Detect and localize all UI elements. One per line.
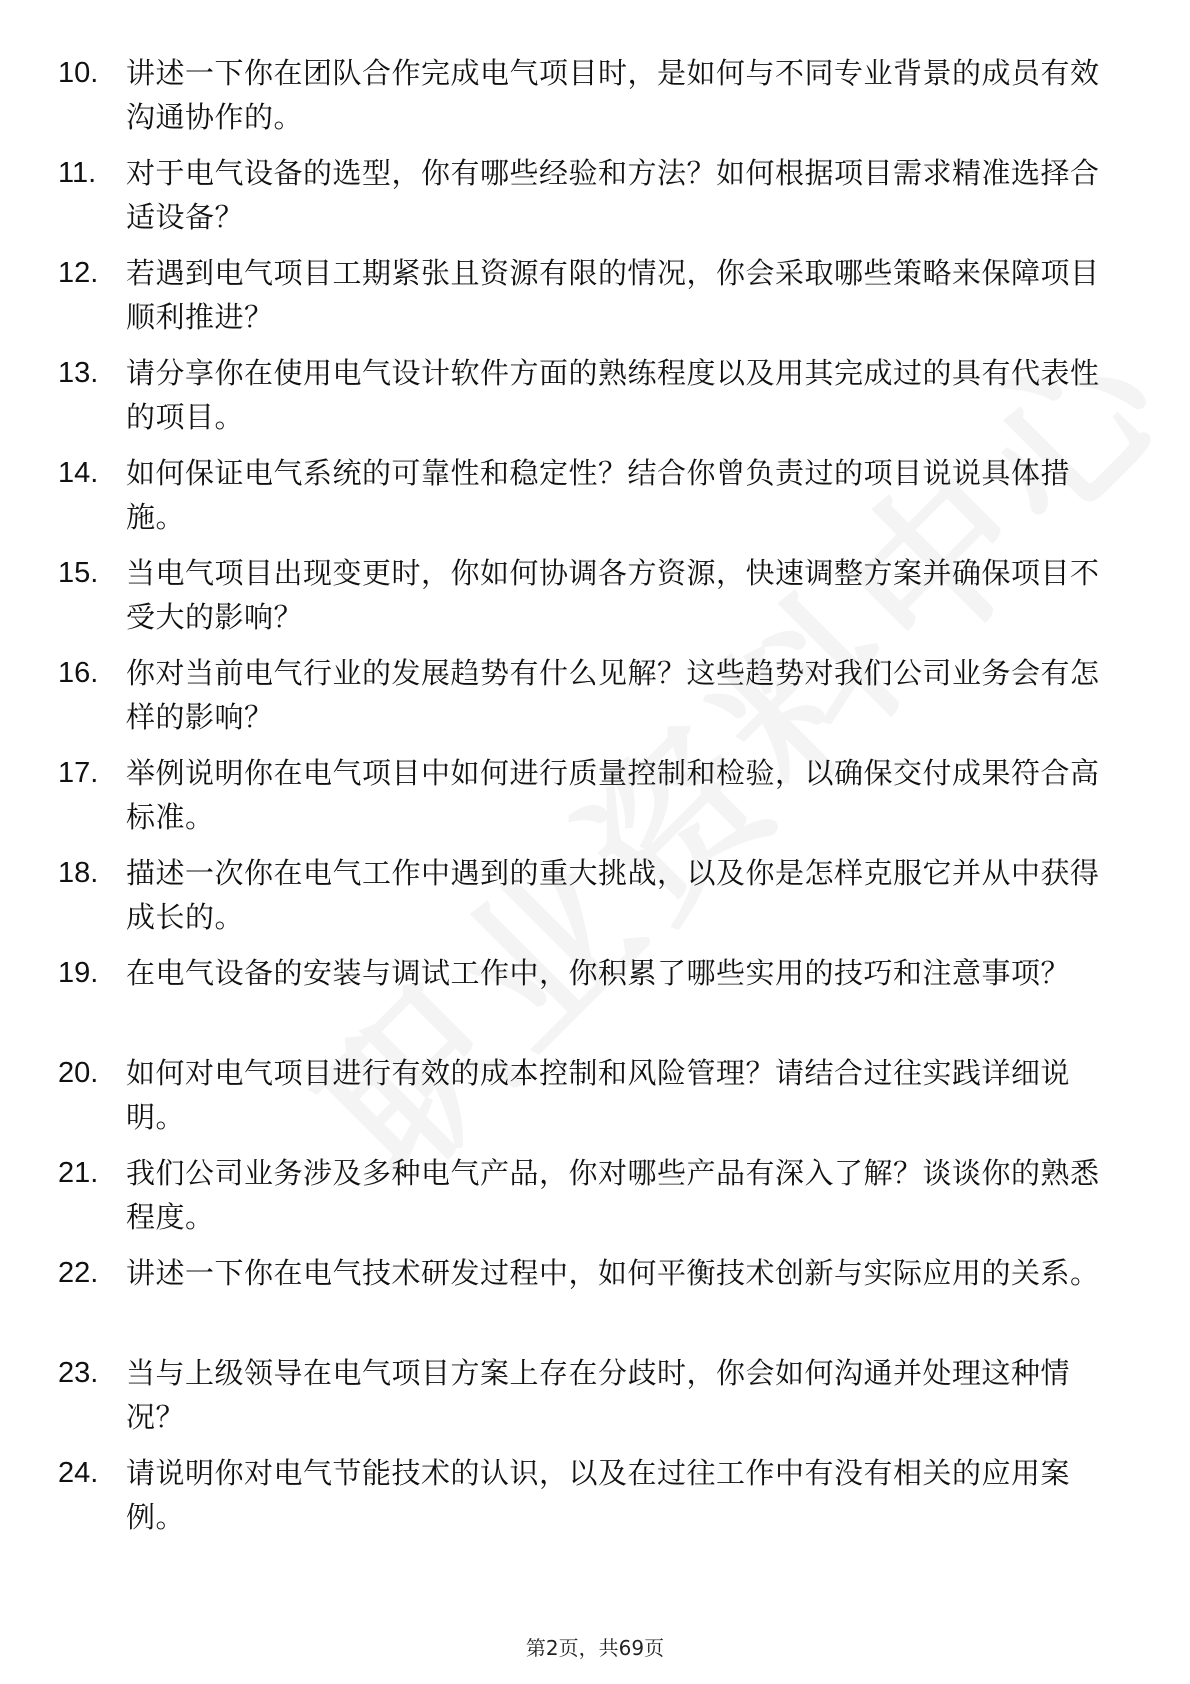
question-item	[58, 651, 1118, 751]
question-list	[58, 51, 1118, 1551]
question-number: 23.	[58, 1357, 99, 1389]
question-number: 15.	[58, 557, 99, 589]
question-number: 17.	[58, 757, 99, 789]
question-text: 在电气设备的安装与调试工作中，你积累了哪些实用的技巧和注意事项？	[126, 956, 1071, 990]
question-text: 如何保证电气系统的可靠性和稳定性？结合你曾负责过的项目说说具体措施。	[126, 456, 1071, 534]
question-text: 你对当前电气行业的发展趋势有什么见解？这些趋势对我们公司业务会有怎样的影响？	[126, 656, 1100, 734]
question-item	[58, 151, 1118, 251]
question-text: 当电气项目出现变更时，你如何协调各方资源，快速调整方案并确保项目不受大的影响？	[126, 556, 1100, 634]
question-text: 对于电气设备的选型，你有哪些经验和方法？如何根据项目需求精准选择合适设备？	[126, 156, 1100, 234]
question-item	[58, 751, 1118, 851]
question-number: 24.	[58, 1457, 99, 1489]
question-text: 若遇到电气项目工期紧张且资源有限的情况，你会采取哪些策略来保障项目顺利推进？	[126, 256, 1100, 334]
question-text: 当与上级领导在电气项目方案上存在分歧时，你会如何沟通并处理这种情况？	[126, 1356, 1071, 1434]
question-number: 11.	[58, 157, 97, 189]
question-number: 21.	[58, 1157, 99, 1189]
question-item	[58, 551, 1118, 651]
question-item	[58, 1451, 1118, 1551]
question-number: 16.	[58, 657, 99, 689]
question-item	[58, 451, 1118, 551]
question-text: 请说明你对电气节能技术的认识，以及在过往工作中有没有相关的应用案例。	[126, 1456, 1071, 1534]
question-text: 我们公司业务涉及多种电气产品，你对哪些产品有深入了解？谈谈你的熟悉程度。	[126, 1156, 1100, 1234]
question-item	[58, 351, 1118, 451]
question-text: 讲述一下你在团队合作完成电气项目时，是如何与不同专业背景的成员有效沟通协作的。	[126, 56, 1100, 134]
question-item	[58, 851, 1118, 951]
question-number: 14.	[58, 457, 99, 489]
page-footer	[0, 1634, 1190, 1662]
question-text: 请分享你在使用电气设计软件方面的熟练程度以及用其完成过的具有代表性的项目。	[126, 356, 1100, 434]
question-item	[58, 251, 1118, 351]
question-number: 10.	[58, 57, 99, 89]
question-item	[58, 51, 1118, 151]
question-text: 举例说明你在电气项目中如何进行质量控制和检验，以确保交付成果符合高标准。	[126, 756, 1100, 834]
question-number: 22.	[58, 1257, 99, 1289]
question-number: 20.	[58, 1057, 99, 1089]
question-item	[58, 1151, 1118, 1251]
question-text: 如何对电气项目进行有效的成本控制和风险管理？请结合过往实践详细说明。	[126, 1056, 1071, 1134]
question-text: 描述一次你在电气工作中遇到的重大挑战，以及你是怎样克服它并从中获得成长的。	[126, 856, 1100, 934]
question-item	[58, 1351, 1118, 1451]
question-text: 讲述一下你在电气技术研发过程中，如何平衡技术创新与实际应用的关系。	[126, 1256, 1100, 1290]
question-item	[58, 1051, 1118, 1151]
question-number: 13.	[58, 357, 99, 389]
question-item	[58, 1251, 1118, 1351]
question-number: 18.	[58, 857, 99, 889]
question-item	[58, 951, 1118, 1051]
question-number: 12.	[58, 257, 99, 289]
question-number: 19.	[58, 957, 99, 989]
page-number-label: 第2页，共69页	[525, 1636, 665, 1660]
